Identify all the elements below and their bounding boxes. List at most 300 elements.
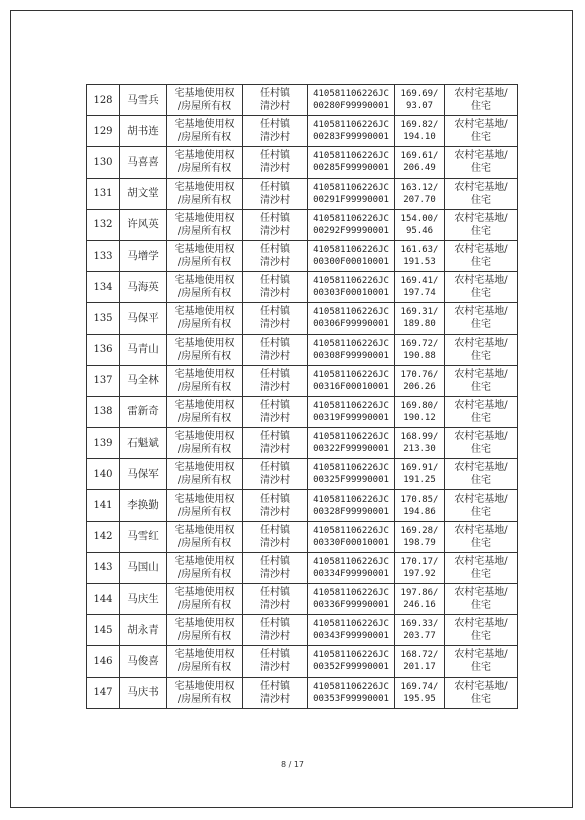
land-use-line1: 农村宅基地/	[454, 212, 508, 224]
parcel-code-line2: 00283F99990001	[313, 132, 389, 143]
location	[243, 677, 308, 708]
building-area: 207.70	[403, 194, 436, 205]
row-number: 132	[87, 209, 120, 240]
owner-name: 马庆书	[120, 677, 167, 708]
location-village: 清沙村	[260, 101, 290, 113]
location-village: 清沙村	[260, 381, 290, 393]
area	[395, 459, 445, 490]
owner-name: 马国山	[120, 552, 167, 583]
land-use	[445, 209, 518, 240]
location	[243, 147, 308, 178]
location	[243, 365, 308, 396]
parcel-code-line1: 410581106226JC	[313, 463, 389, 474]
right-type	[167, 584, 243, 615]
area	[395, 490, 445, 521]
owner-name: 马喜喜	[120, 147, 167, 178]
area	[395, 272, 445, 303]
table-row	[87, 365, 518, 396]
land-use-line2: 住宅	[471, 101, 491, 113]
table-row	[87, 552, 518, 583]
right-type-line1: 宅基地使用权	[174, 587, 235, 599]
right-type	[167, 459, 243, 490]
parcel-code-line1: 410581106226JC	[313, 120, 389, 131]
right-type	[167, 116, 243, 147]
parcel-code	[308, 428, 395, 459]
land-use-line2: 住宅	[471, 412, 491, 424]
row-number: 142	[87, 521, 120, 552]
location-village: 清沙村	[260, 693, 290, 705]
building-area: 194.10	[403, 132, 436, 143]
table-row	[87, 116, 518, 147]
right-type-line1: 宅基地使用权	[174, 275, 235, 287]
right-type-line1: 宅基地使用权	[174, 524, 235, 536]
land-use	[445, 116, 518, 147]
land-area: 161.63/	[400, 245, 439, 256]
right-type-line2: /房屋所有权	[177, 693, 232, 705]
parcel-code	[308, 147, 395, 178]
location-town: 任村镇	[260, 306, 290, 318]
parcel-code-line2: 00319F99990001	[313, 412, 389, 423]
building-area: 203.77	[403, 631, 436, 642]
location	[243, 240, 308, 271]
location	[243, 521, 308, 552]
location-village: 清沙村	[260, 662, 290, 674]
parcel-code-line1: 410581106226JC	[313, 245, 389, 256]
location-village: 清沙村	[260, 319, 290, 331]
land-use-line1: 农村宅基地/	[454, 462, 508, 474]
location	[243, 428, 308, 459]
owner-name: 马雪兵	[120, 85, 167, 116]
land-use-line1: 农村宅基地/	[454, 493, 508, 505]
land-use-line1: 农村宅基地/	[454, 88, 508, 100]
parcel-code-line2: 00280F99990001	[313, 101, 389, 112]
parcel-code	[308, 677, 395, 708]
land-area: 168.72/	[400, 650, 439, 661]
right-type	[167, 147, 243, 178]
land-use-line2: 住宅	[471, 381, 491, 393]
land-use	[445, 490, 518, 521]
right-type-line2: /房屋所有权	[177, 600, 232, 612]
table-row	[87, 584, 518, 615]
row-number: 147	[87, 677, 120, 708]
right-type	[167, 521, 243, 552]
location-village: 清沙村	[260, 444, 290, 456]
table-row	[87, 272, 518, 303]
land-area: 170.17/	[400, 556, 439, 567]
right-type-line2: /房屋所有权	[177, 101, 232, 113]
parcel-code-line1: 410581106226JC	[313, 338, 389, 349]
land-use-line2: 住宅	[471, 506, 491, 518]
location-village: 清沙村	[260, 568, 290, 580]
building-area: 95.46	[405, 225, 434, 236]
records-table-body	[87, 85, 518, 709]
table-row	[87, 428, 518, 459]
building-area: 195.95	[403, 693, 436, 704]
parcel-code-line1: 410581106226JC	[313, 588, 389, 599]
row-number: 145	[87, 615, 120, 646]
parcel-code	[308, 396, 395, 427]
land-use-line1: 农村宅基地/	[454, 399, 508, 411]
land-area: 169.33/	[400, 619, 439, 630]
right-type-line1: 宅基地使用权	[174, 649, 235, 661]
land-use-line2: 住宅	[471, 350, 491, 362]
row-number: 135	[87, 303, 120, 334]
right-type	[167, 272, 243, 303]
row-number: 134	[87, 272, 120, 303]
land-use-line1: 农村宅基地/	[454, 181, 508, 193]
area	[395, 85, 445, 116]
area	[395, 240, 445, 271]
land-area: 170.76/	[400, 369, 439, 380]
area	[395, 615, 445, 646]
records-table	[86, 84, 518, 709]
parcel-code-line1: 410581106226JC	[313, 151, 389, 162]
location-town: 任村镇	[260, 181, 290, 193]
land-use-line2: 住宅	[471, 163, 491, 175]
building-area: 197.74	[403, 288, 436, 299]
parcel-code	[308, 521, 395, 552]
right-type-line1: 宅基地使用权	[174, 493, 235, 505]
land-area: 168.99/	[400, 432, 439, 443]
location-village: 清沙村	[260, 475, 290, 487]
right-type-line1: 宅基地使用权	[174, 244, 235, 256]
right-type	[167, 85, 243, 116]
land-use	[445, 428, 518, 459]
row-number: 137	[87, 365, 120, 396]
location-town: 任村镇	[260, 431, 290, 443]
land-use	[445, 303, 518, 334]
owner-name: 胡书连	[120, 116, 167, 147]
row-number: 141	[87, 490, 120, 521]
owner-name: 马保军	[120, 459, 167, 490]
area	[395, 677, 445, 708]
right-type	[167, 178, 243, 209]
parcel-code-line2: 00303F00010001	[313, 288, 389, 299]
land-use-line1: 农村宅基地/	[454, 244, 508, 256]
parcel-code-line2: 00353F99990001	[313, 693, 389, 704]
land-use-line1: 农村宅基地/	[454, 337, 508, 349]
page-number: 8 / 17	[280, 760, 305, 769]
owner-name: 马保平	[120, 303, 167, 334]
owner-name: 马俊喜	[120, 646, 167, 677]
location-town: 任村镇	[260, 368, 290, 380]
land-use	[445, 147, 518, 178]
owner-name: 胡文堂	[120, 178, 167, 209]
building-area: 191.25	[403, 475, 436, 486]
location	[243, 334, 308, 365]
land-use	[445, 615, 518, 646]
area	[395, 428, 445, 459]
location	[243, 459, 308, 490]
parcel-code-line2: 00330F00010001	[313, 537, 389, 548]
owner-name: 李换勤	[120, 490, 167, 521]
land-area: 169.82/	[400, 120, 439, 131]
right-type-line2: /房屋所有权	[177, 350, 232, 362]
building-area: 189.80	[403, 319, 436, 330]
table-row	[87, 85, 518, 116]
land-use	[445, 552, 518, 583]
area	[395, 396, 445, 427]
right-type-line2: /房屋所有权	[177, 225, 232, 237]
right-type	[167, 677, 243, 708]
right-type-line1: 宅基地使用权	[174, 212, 235, 224]
land-use-line2: 住宅	[471, 132, 491, 144]
owner-name: 马全林	[120, 365, 167, 396]
location-village: 清沙村	[260, 257, 290, 269]
land-use-line1: 农村宅基地/	[454, 275, 508, 287]
parcel-code	[308, 334, 395, 365]
location-town: 任村镇	[260, 555, 290, 567]
location	[243, 396, 308, 427]
building-area: 190.88	[403, 350, 436, 361]
location-village: 清沙村	[260, 225, 290, 237]
land-use-line1: 农村宅基地/	[454, 150, 508, 162]
parcel-code-line1: 410581106226JC	[313, 494, 389, 505]
land-use	[445, 677, 518, 708]
row-number: 143	[87, 552, 120, 583]
land-area: 197.86/	[400, 588, 439, 599]
land-use-line1: 农村宅基地/	[454, 587, 508, 599]
area	[395, 334, 445, 365]
right-type-line1: 宅基地使用权	[174, 150, 235, 162]
right-type-line2: /房屋所有权	[177, 662, 232, 674]
table-row	[87, 677, 518, 708]
location-village: 清沙村	[260, 412, 290, 424]
right-type-line2: /房屋所有权	[177, 568, 232, 580]
land-use-line2: 住宅	[471, 475, 491, 487]
row-number: 144	[87, 584, 120, 615]
land-use	[445, 272, 518, 303]
location-town: 任村镇	[260, 275, 290, 287]
right-type-line1: 宅基地使用权	[174, 399, 235, 411]
location-town: 任村镇	[260, 618, 290, 630]
parcel-code	[308, 178, 395, 209]
right-type-line1: 宅基地使用权	[174, 368, 235, 380]
location-town: 任村镇	[260, 244, 290, 256]
right-type-line2: /房屋所有权	[177, 132, 232, 144]
land-use	[445, 365, 518, 396]
area	[395, 303, 445, 334]
row-number: 140	[87, 459, 120, 490]
parcel-code-line2: 00325F99990001	[313, 475, 389, 486]
location	[243, 615, 308, 646]
land-use-line2: 住宅	[471, 444, 491, 456]
parcel-code	[308, 116, 395, 147]
parcel-code-line2: 00343F99990001	[313, 631, 389, 642]
parcel-code-line1: 410581106226JC	[313, 681, 389, 692]
right-type-line1: 宅基地使用权	[174, 680, 235, 692]
parcel-code-line1: 410581106226JC	[313, 400, 389, 411]
right-type-line2: /房屋所有权	[177, 537, 232, 549]
right-type	[167, 552, 243, 583]
owner-name: 许风英	[120, 209, 167, 240]
building-area: 198.79	[403, 537, 436, 548]
land-use-line2: 住宅	[471, 600, 491, 612]
parcel-code	[308, 459, 395, 490]
land-use-line2: 住宅	[471, 662, 491, 674]
table-row	[87, 334, 518, 365]
right-type-line2: /房屋所有权	[177, 631, 232, 643]
land-use-line1: 农村宅基地/	[454, 680, 508, 692]
parcel-code-line2: 00352F99990001	[313, 662, 389, 673]
area	[395, 209, 445, 240]
land-use-line1: 农村宅基地/	[454, 119, 508, 131]
parcel-code-line1: 410581106226JC	[313, 213, 389, 224]
building-area: 191.53	[403, 257, 436, 268]
right-type	[167, 209, 243, 240]
land-area: 169.61/	[400, 151, 439, 162]
row-number: 139	[87, 428, 120, 459]
parcel-code	[308, 584, 395, 615]
parcel-code-line2: 00328F99990001	[313, 506, 389, 517]
location-town: 任村镇	[260, 337, 290, 349]
right-type-line2: /房屋所有权	[177, 475, 232, 487]
land-use	[445, 178, 518, 209]
location	[243, 584, 308, 615]
land-use-line2: 住宅	[471, 225, 491, 237]
land-use-line2: 住宅	[471, 693, 491, 705]
right-type-line1: 宅基地使用权	[174, 618, 235, 630]
parcel-code-line2: 00316F00010001	[313, 381, 389, 392]
location-village: 清沙村	[260, 506, 290, 518]
parcel-code-line1: 410581106226JC	[313, 276, 389, 287]
right-type	[167, 428, 243, 459]
location	[243, 303, 308, 334]
right-type-line1: 宅基地使用权	[174, 555, 235, 567]
row-number: 131	[87, 178, 120, 209]
land-use-line2: 住宅	[471, 194, 491, 206]
parcel-code-line1: 410581106226JC	[313, 182, 389, 193]
location	[243, 272, 308, 303]
area	[395, 147, 445, 178]
parcel-code	[308, 646, 395, 677]
right-type-line1: 宅基地使用权	[174, 431, 235, 443]
right-type-line2: /房屋所有权	[177, 506, 232, 518]
parcel-code-line1: 410581106226JC	[313, 369, 389, 380]
parcel-code-line2: 00334F99990001	[313, 568, 389, 579]
row-number: 128	[87, 85, 120, 116]
parcel-code	[308, 490, 395, 521]
building-area: 206.49	[403, 163, 436, 174]
land-use	[445, 240, 518, 271]
building-area: 201.17	[403, 662, 436, 673]
land-use-line1: 农村宅基地/	[454, 368, 508, 380]
area	[395, 584, 445, 615]
right-type-line2: /房屋所有权	[177, 381, 232, 393]
land-use-line1: 农村宅基地/	[454, 618, 508, 630]
land-area: 163.12/	[400, 182, 439, 193]
owner-name: 石魁斌	[120, 428, 167, 459]
location-village: 清沙村	[260, 163, 290, 175]
building-area: 190.12	[403, 412, 436, 423]
parcel-code	[308, 240, 395, 271]
land-area: 154.00/	[400, 213, 439, 224]
row-number: 138	[87, 396, 120, 427]
location	[243, 85, 308, 116]
land-area: 169.74/	[400, 681, 439, 692]
row-number: 136	[87, 334, 120, 365]
table-row	[87, 459, 518, 490]
parcel-code-line1: 410581106226JC	[313, 619, 389, 630]
land-use	[445, 521, 518, 552]
parcel-code-line1: 410581106226JC	[313, 432, 389, 443]
right-type-line2: /房屋所有权	[177, 288, 232, 300]
land-area: 170.85/	[400, 494, 439, 505]
row-number: 130	[87, 147, 120, 178]
location-village: 清沙村	[260, 537, 290, 549]
right-type-line2: /房屋所有权	[177, 412, 232, 424]
right-type-line1: 宅基地使用权	[174, 181, 235, 193]
parcel-code-line2: 00308F99990001	[313, 350, 389, 361]
parcel-code	[308, 365, 395, 396]
land-use	[445, 584, 518, 615]
location-town: 任村镇	[260, 680, 290, 692]
parcel-code-line1: 410581106226JC	[313, 525, 389, 536]
right-type-line2: /房屋所有权	[177, 163, 232, 175]
table-row	[87, 303, 518, 334]
area	[395, 178, 445, 209]
building-area: 197.92	[403, 568, 436, 579]
location-town: 任村镇	[260, 493, 290, 505]
parcel-code-line2: 00336F99990001	[313, 600, 389, 611]
location-town: 任村镇	[260, 462, 290, 474]
parcel-code-line2: 00285F99990001	[313, 163, 389, 174]
land-use-line1: 农村宅基地/	[454, 306, 508, 318]
owner-name: 马庆生	[120, 584, 167, 615]
table-row	[87, 396, 518, 427]
land-use-line1: 农村宅基地/	[454, 524, 508, 536]
land-use	[445, 459, 518, 490]
location-village: 清沙村	[260, 631, 290, 643]
land-use-line1: 农村宅基地/	[454, 649, 508, 661]
land-area: 169.80/	[400, 400, 439, 411]
location-town: 任村镇	[260, 649, 290, 661]
table-row	[87, 490, 518, 521]
location	[243, 552, 308, 583]
owner-name: 马雪红	[120, 521, 167, 552]
land-use-line1: 农村宅基地/	[454, 431, 508, 443]
location-village: 清沙村	[260, 600, 290, 612]
location-village: 清沙村	[260, 132, 290, 144]
land-area: 169.31/	[400, 307, 439, 318]
location-town: 任村镇	[260, 587, 290, 599]
table-row	[87, 240, 518, 271]
right-type	[167, 334, 243, 365]
land-use	[445, 334, 518, 365]
parcel-code	[308, 85, 395, 116]
parcel-code-line1: 410581106226JC	[313, 556, 389, 567]
location	[243, 646, 308, 677]
location-town: 任村镇	[260, 524, 290, 536]
location	[243, 178, 308, 209]
right-type	[167, 303, 243, 334]
parcel-code-line1: 410581106226JC	[313, 307, 389, 318]
area	[395, 552, 445, 583]
area	[395, 365, 445, 396]
right-type-line2: /房屋所有权	[177, 444, 232, 456]
owner-name: 马增学	[120, 240, 167, 271]
location-town: 任村镇	[260, 150, 290, 162]
land-area: 169.28/	[400, 525, 439, 536]
land-area: 169.91/	[400, 463, 439, 474]
right-type-line1: 宅基地使用权	[174, 337, 235, 349]
right-type-line1: 宅基地使用权	[174, 306, 235, 318]
location-town: 任村镇	[260, 212, 290, 224]
table-row	[87, 615, 518, 646]
land-use-line2: 住宅	[471, 537, 491, 549]
area	[395, 521, 445, 552]
parcel-code	[308, 272, 395, 303]
